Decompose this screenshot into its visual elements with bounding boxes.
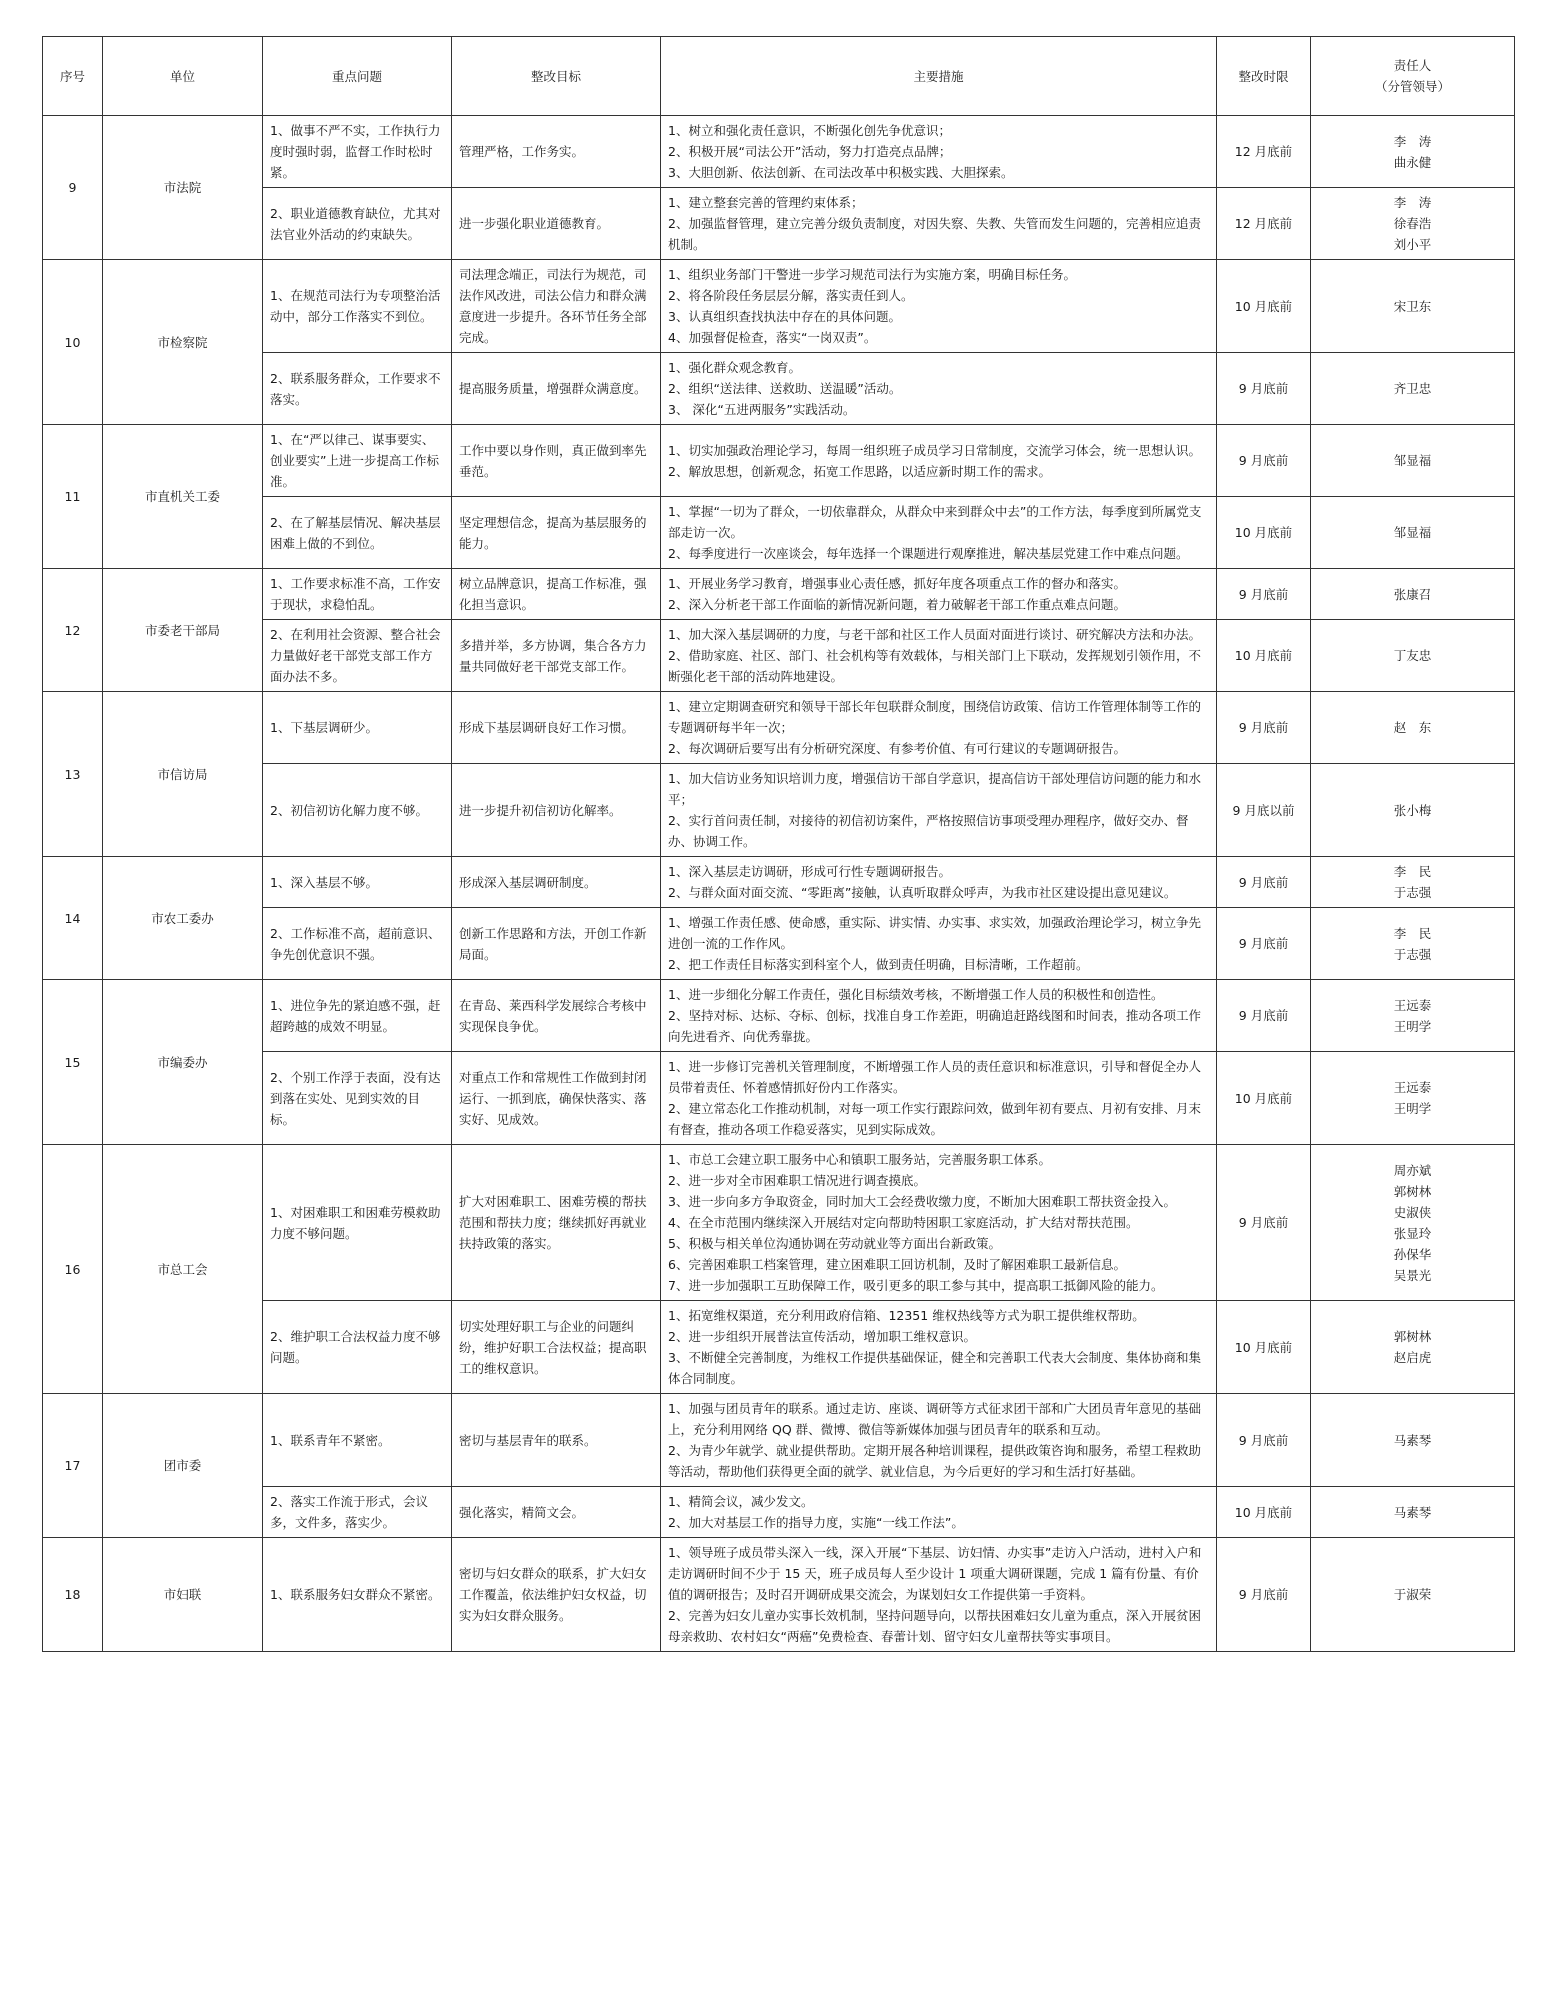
measure-item: 1、深入基层走访调研，形成可行性专题调研报告。: [668, 864, 951, 879]
cell-problem: 2、职业道德教育缺位，尤其对法官业外活动的约束缺失。: [263, 188, 452, 260]
table-row: [43, 908, 1515, 980]
cell-deadline: 10 月底前: [1217, 620, 1311, 692]
measure-item: 2、实行首问责任制，对接待的初信初访案件，严格按照信访事项受理办理程序，做好交办、督办、协调工作。: [668, 813, 1189, 849]
cell-deadline: 12 月底前: [1217, 116, 1311, 188]
header-goal: 整改目标: [452, 37, 661, 116]
cell-goal: 多措并举，多方协调，集合各方力量共同做好老干部党支部工作。: [452, 620, 661, 692]
measure-item: 2、组织“送法律、送救助、送温暖”活动。: [668, 381, 902, 396]
cell-deadline: 9 月底前: [1217, 908, 1311, 980]
cell-goal: 形成深入基层调研制度。: [452, 857, 661, 908]
measure-item: 7、进一步加强职工互助保障工作，吸引更多的职工参与其中，提高职工抵御风险的能力。: [668, 1278, 1164, 1293]
responsible-person: 刘小平: [1393, 237, 1432, 252]
cell-unit: 市妇联: [103, 1538, 263, 1652]
measure-item: 2、加大对基层工作的指导力度，实施“一线工作法”。: [668, 1515, 964, 1530]
table-row: [43, 497, 1515, 569]
cell-seq: 18: [43, 1538, 103, 1652]
table-body: [43, 116, 1515, 1652]
cell-goal: 形成下基层调研良好工作习惯。: [452, 692, 661, 764]
responsible-person: 邹显福: [1393, 525, 1432, 540]
responsible-person: 丁友忠: [1393, 648, 1432, 663]
responsible-person: 史淑侠: [1393, 1204, 1432, 1220]
header-problem: 重点问题: [263, 37, 452, 116]
cell-deadline: 9 月底前: [1217, 425, 1311, 497]
cell-goal: 密切与妇女群众的联系，扩大妇女工作覆盖，依法维护妇女权益，切实为妇女群众服务。: [452, 1538, 661, 1652]
cell-unit: 市直机关工委: [103, 425, 263, 569]
measure-item: 2、与群众面对面交流、“零距离”接触，认真听取群众呼声，为我市社区建设提出意见建议。: [668, 885, 1177, 900]
measure-item: 2、坚持对标、达标、夺标、创标，找准自身工作差距，明确追赶路线图和时间表，推动各项工作向先进看齐、向优秀靠拢。: [668, 1008, 1201, 1044]
responsible-person: 马素琴: [1393, 1504, 1432, 1520]
measure-item: 2、解放思想，创新观念，拓宽工作思路，以适应新时期工作的需求。: [668, 463, 1051, 479]
cell-seq: 15: [43, 980, 103, 1145]
measure-item: 2、进一步组织开展普法宣传活动，增加职工维权意识。: [668, 1329, 976, 1344]
cell-goal: 进一步提升初信初访化解率。: [452, 764, 661, 857]
cell-measures: [661, 1145, 1217, 1301]
cell-responsible: [1311, 1487, 1515, 1538]
cell-goal: 密切与基层青年的联系。: [452, 1394, 661, 1487]
cell-deadline: 9 月底前: [1217, 1394, 1311, 1487]
cell-unit: 市总工会: [103, 1145, 263, 1394]
rectification-table: [42, 36, 1515, 1652]
cell-unit: 市法院: [103, 116, 263, 260]
cell-problem: 2、初信初访化解力度不够。: [263, 764, 452, 857]
measure-item: 1、增强工作责任感、使命感，重实际、讲实情、办实事、求实效，加强政治理论学习，树立争先进创一流的工作作风。: [668, 915, 1201, 951]
measure-item: 2、借助家庭、社区、部门、社会机构等有效载体，与相关部门上下联动，发挥规划引领作用，不断强化老干部的活动阵地建设。: [668, 648, 1201, 684]
cell-responsible: [1311, 569, 1515, 620]
cell-responsible: [1311, 620, 1515, 692]
measure-item: 2、为青少年就学、就业提供帮助。定期开展各种培训课程，提供政策咨询和服务，希望工程救助等活动，帮助他们获得更全面的就学、就业信息，为今后更好的学习和生活打好基础。: [668, 1443, 1201, 1479]
cell-measures: [661, 1394, 1217, 1487]
measure-item: 1、加大信访业务知识培训力度，增强信访干部自学意识，提高信访干部处理信访问题的能力和水平；: [668, 771, 1201, 807]
responsible-person: 王远泰: [1393, 997, 1432, 1013]
cell-seq: 10: [43, 260, 103, 425]
cell-measures: [661, 1538, 1217, 1652]
table-row: [43, 425, 1515, 497]
cell-measures: [661, 425, 1217, 497]
responsible-person: 赵 东: [1393, 720, 1432, 735]
cell-measures: [661, 980, 1217, 1052]
cell-responsible: [1311, 353, 1515, 425]
cell-problem: 2、工作标准不高，超前意识、争先创优意识不强。: [263, 908, 452, 980]
cell-problem: 2、在了解基层情况、解决基层困难上做的不到位。: [263, 497, 452, 569]
cell-problem: 2、维护职工合法权益力度不够问题。: [263, 1301, 452, 1394]
measure-item: 3、进一步向多方争取资金，同时加大工会经费收缴力度，不断加大困难职工帮扶资金投入。: [668, 1194, 1176, 1209]
cell-deadline: 9 月底以前: [1217, 764, 1311, 857]
measure-item: 1、树立和强化责任意识，不断强化创先争优意识；: [668, 123, 951, 138]
cell-problem: 2、联系服务群众，工作要求不落实。: [263, 353, 452, 425]
table-row: [43, 1487, 1515, 1538]
measure-item: 1、进一步修订完善机关管理制度，不断增强工作人员的责任意识和标准意识，引导和督促全办人员带着责任、怀着感情抓好份内工作落实。: [668, 1059, 1201, 1095]
responsible-person: 宋卫东: [1393, 298, 1432, 314]
measure-item: 5、积极与相关单位沟通协调在劳动就业等方面出台新政策。: [668, 1236, 1001, 1251]
responsible-person: 赵启虎: [1393, 1350, 1432, 1365]
cell-unit: 市信访局: [103, 692, 263, 857]
table-row: [43, 116, 1515, 188]
cell-goal: 强化落实，精简文会。: [452, 1487, 661, 1538]
header-responsible-title: 责任人: [1393, 58, 1432, 73]
cell-seq: 14: [43, 857, 103, 980]
table-row: [43, 980, 1515, 1052]
cell-measures: [661, 1301, 1217, 1394]
cell-measures: [661, 353, 1217, 425]
cell-measures: [661, 497, 1217, 569]
cell-measures: [661, 908, 1217, 980]
measure-item: 6、完善困难职工档案管理，建立困难职工回访机制，及时了解困难职工最新信息。: [668, 1257, 1126, 1272]
table-row: [43, 857, 1515, 908]
cell-problem: 1、深入基层不够。: [263, 857, 452, 908]
responsible-person: 郭树林: [1393, 1329, 1432, 1344]
cell-problem: 2、个别工作浮于表面，没有达到落在实处、见到实效的目标。: [263, 1052, 452, 1145]
responsible-person: 李 民: [1393, 925, 1432, 941]
cell-responsible: [1311, 764, 1515, 857]
measure-item: 1、市总工会建立职工服务中心和镇职工服务站，完善服务职工体系。: [668, 1152, 1051, 1167]
header-seq: 序号: [43, 37, 103, 116]
cell-deadline: 12 月底前: [1217, 188, 1311, 260]
cell-goal: 扩大对困难职工、困难劳模的帮扶范围和帮扶力度；继续抓好再就业扶持政策的落实。: [452, 1145, 661, 1301]
measure-item: 1、建立整套完善的管理约束体系；: [668, 195, 864, 210]
table-row: [43, 1538, 1515, 1652]
cell-problem: 1、在规范司法行为专项整治活动中，部分工作落实不到位。: [263, 260, 452, 353]
cell-problem: 2、在利用社会资源、整合社会力量做好老干部党支部工作方面办法不多。: [263, 620, 452, 692]
cell-unit: 市编委办: [103, 980, 263, 1145]
table-row: [43, 1052, 1515, 1145]
responsible-person: 吴景光: [1393, 1267, 1432, 1283]
cell-deadline: 10 月底前: [1217, 1052, 1311, 1145]
responsible-person: 徐春浩: [1393, 216, 1432, 231]
responsible-person: 李 涛: [1393, 133, 1432, 149]
header-measures: 主要措施: [661, 37, 1217, 116]
cell-seq: 16: [43, 1145, 103, 1394]
header-unit: 单位: [103, 37, 263, 116]
cell-unit: 市委老干部局: [103, 569, 263, 692]
measure-item: 2、加强监督管理，建立完善分级负责制度，对因失察、失教、失管而发生问题的，完善相应追责机制。: [668, 216, 1201, 252]
measure-item: 3、认真组织查找执法中存在的具体问题。: [668, 309, 901, 324]
responsible-person: 王远泰: [1393, 1080, 1432, 1095]
cell-deadline: 9 月底前: [1217, 857, 1311, 908]
responsible-person: 于淑荣: [1393, 1587, 1432, 1602]
cell-deadline: 9 月底前: [1217, 980, 1311, 1052]
cell-responsible: [1311, 260, 1515, 353]
cell-responsible: [1311, 425, 1515, 497]
measure-item: 2、把工作责任目标落实到科室个人，做到责任明确，目标清晰，工作超前。: [668, 957, 1089, 972]
cell-problem: 1、做事不严不实，工作执行力度时强时弱，监督工作时松时紧。: [263, 116, 452, 188]
responsible-person: 李 民: [1393, 864, 1432, 879]
responsible-person: 张康召: [1393, 586, 1432, 602]
cell-deadline: 10 月底前: [1217, 1301, 1311, 1394]
table-row: [43, 764, 1515, 857]
measure-item: 3、大胆创新、依法创新、在司法改革中积极实践、大胆探索。: [668, 165, 1014, 180]
cell-goal: 创新工作思路和方法，开创工作新局面。: [452, 908, 661, 980]
cell-responsible: [1311, 1145, 1515, 1301]
responsible-person: 郭树林: [1393, 1183, 1432, 1199]
cell-unit: 市农工委办: [103, 857, 263, 980]
measure-item: 1、切实加强政治理论学习，每周一组织班子成员学习日常制度，交流学习体会，统一思想认识。: [668, 442, 1201, 458]
cell-responsible: [1311, 1394, 1515, 1487]
cell-responsible: [1311, 497, 1515, 569]
cell-measures: [661, 692, 1217, 764]
cell-responsible: [1311, 188, 1515, 260]
cell-deadline: 9 月底前: [1217, 353, 1311, 425]
measure-item: 1、掌握“一切为了群众，一切依靠群众，从群众中来到群众中去”的工作方法，每季度到所属党支部走访一次。: [668, 504, 1202, 540]
table-row: [43, 1301, 1515, 1394]
cell-responsible: [1311, 908, 1515, 980]
cell-seq: 11: [43, 425, 103, 569]
measure-item: 1、精简会议，减少发文。: [668, 1494, 814, 1509]
table-row: [43, 692, 1515, 764]
responsible-person: 张小梅: [1393, 802, 1432, 818]
measure-item: 2、进一步对全市困难职工情况进行调查摸底。: [668, 1173, 926, 1188]
table-row: [43, 1145, 1515, 1301]
cell-measures: [661, 116, 1217, 188]
measure-item: 1、开展业务学习教育，增强事业心责任感，抓好年度各项重点工作的督办和落实。: [668, 576, 1126, 591]
cell-goal: 树立品牌意识，提高工作标准，强化担当意识。: [452, 569, 661, 620]
cell-goal: 管理严格，工作务实。: [452, 116, 661, 188]
cell-seq: 13: [43, 692, 103, 857]
measure-item: 2、每季度进行一次座谈会，每年选择一个课题进行观摩推进，解决基层党建工作中难点问题。: [668, 546, 1189, 561]
responsible-person: 王明学: [1393, 1018, 1432, 1034]
measure-item: 2、完善为妇女儿童办实事长效机制，坚持问题导向，以帮扶困难妇女儿童为重点，深入开展贫困母亲救助、农村妇女“两癌”免费检查、春蕾计划、留守妇女儿童帮扶等实事项目。: [668, 1608, 1201, 1644]
cell-deadline: 10 月底前: [1217, 260, 1311, 353]
responsible-person: 曲永健: [1393, 154, 1432, 170]
header-deadline: 整改时限: [1217, 37, 1311, 116]
responsible-person: 周亦斌: [1393, 1162, 1432, 1178]
cell-problem: 1、下基层调研少。: [263, 692, 452, 764]
cell-problem: 1、进位争先的紧迫感不强，赶超跨越的成效不明显。: [263, 980, 452, 1052]
cell-deadline: 9 月底前: [1217, 692, 1311, 764]
cell-goal: 提高服务质量，增强群众满意度。: [452, 353, 661, 425]
measure-item: 2、积极开展“司法公开”活动，努力打造亮点品牌；: [668, 144, 952, 159]
table-row: [43, 353, 1515, 425]
measure-item: 1、领导班子成员带头深入一线，深入开展“下基层、访妇情、办实事”走访入户活动，进村入户和走访调研时间不少于 15 天，班子成员每人至少设计 1 项重大调研课题，完成 1 篇有份量、有价值的调研报告；及时召开调研成果交流会，为谋划妇女工作提供第一手资料。: [668, 1545, 1202, 1602]
measure-item: 2、将各阶段任务层层分解，落实责任到人。: [668, 288, 914, 303]
cell-problem: 1、联系青年不紧密。: [263, 1394, 452, 1487]
responsible-person: 邹显福: [1393, 453, 1432, 468]
measure-item: 2、每次调研后要写出有分析研究深度、有参考价值、有可行建议的专题调研报告。: [668, 741, 1126, 756]
table-row: [43, 260, 1515, 353]
measure-item: 1、组织业务部门干警进一步学习规范司法行为实施方案，明确目标任务。: [668, 267, 1076, 282]
cell-goal: 在青岛、莱西科学发展综合考核中实现保良争优。: [452, 980, 661, 1052]
cell-measures: [661, 188, 1217, 260]
cell-measures: [661, 260, 1217, 353]
table-row: [43, 569, 1515, 620]
cell-measures: [661, 1052, 1217, 1145]
cell-goal: 工作中要以身作则，真正做到率先垂范。: [452, 425, 661, 497]
cell-seq: 12: [43, 569, 103, 692]
measure-item: 3、 深化“五进两服务”实践活动。: [668, 402, 856, 417]
cell-problem: 1、在“严以律己、谋事要实、创业要实”上进一步提高工作标准。: [263, 425, 452, 497]
responsible-person: 李 涛: [1393, 195, 1432, 210]
responsible-person: 孙保华: [1393, 1246, 1432, 1262]
cell-problem: 1、联系服务妇女群众不紧密。: [263, 1538, 452, 1652]
cell-responsible: [1311, 857, 1515, 908]
cell-problem: 1、对困难职工和困难劳模救助力度不够问题。: [263, 1145, 452, 1301]
table-row: [43, 1394, 1515, 1487]
cell-goal: 进一步强化职业道德教育。: [452, 188, 661, 260]
measure-item: 1、拓宽维权渠道，充分利用政府信箱、12351 维权热线等方式为职工提供维权帮助。: [668, 1308, 1145, 1323]
measure-item: 1、强化群众观念教育。: [668, 360, 801, 375]
responsible-person: 张显玲: [1393, 1225, 1432, 1241]
cell-unit: 团市委: [103, 1394, 263, 1538]
cell-deadline: 9 月底前: [1217, 1538, 1311, 1652]
cell-responsible: [1311, 1301, 1515, 1394]
measure-item: 3、不断健全完善制度，为维权工作提供基础保证，健全和完善职工代表大会制度、集体协商和集体合同制度。: [668, 1350, 1201, 1386]
cell-responsible: [1311, 116, 1515, 188]
measure-item: 2、深入分析老干部工作面临的新情况新问题，着力破解老干部工作重点难点问题。: [668, 597, 1126, 612]
cell-responsible: [1311, 1052, 1515, 1145]
cell-goal: 司法理念端正，司法行为规范，司法作风改进，司法公信力和群众满意度进一步提升。各环节任务全部完成。: [452, 260, 661, 353]
cell-seq: 9: [43, 116, 103, 260]
cell-goal: 切实处理好职工与企业的问题纠纷，维护好职工合法权益；提高职工的维权意识。: [452, 1301, 661, 1394]
cell-measures: [661, 764, 1217, 857]
cell-goal: 坚定理想信念，提高为基层服务的能力。: [452, 497, 661, 569]
cell-measures: [661, 569, 1217, 620]
responsible-person: 于志强: [1393, 885, 1432, 900]
measure-item: 2、建立常态化工作推动机制，对每一项工作实行跟踪问效，做到年初有要点、月初有安排、月末有督查，推动各项工作稳妥落实，见到实际成效。: [668, 1101, 1201, 1137]
measure-item: 1、加大深入基层调研的力度，与老干部和社区工作人员面对面进行谈讨、研究解决方法和办法。: [668, 627, 1201, 642]
cell-problem: 1、工作要求标准不高，工作安于现状，求稳怕乱。: [263, 569, 452, 620]
measure-item: 1、建立定期调查研究和领导干部长年包联群众制度，围绕信访政策、信访工作管理体制等工作的专题调研每半年一次；: [668, 699, 1201, 735]
header-row: [43, 37, 1515, 116]
measure-item: 4、在全市范围内继续深入开展结对定向帮助特困职工家庭活动，扩大结对帮扶范围。: [668, 1215, 1139, 1230]
cell-responsible: [1311, 1538, 1515, 1652]
header-responsible: [1311, 37, 1515, 116]
cell-deadline: 10 月底前: [1217, 497, 1311, 569]
cell-unit: 市检察院: [103, 260, 263, 425]
table-row: [43, 188, 1515, 260]
measure-item: 1、加强与团员青年的联系。通过走访、座谈、调研等方式征求团干部和广大团员青年意见的基础上，充分利用网络 QQ 群、微博、微信等新媒体加强与团员青年的联系和互动。: [668, 1401, 1201, 1437]
responsible-person: 于志强: [1393, 946, 1432, 962]
cell-responsible: [1311, 980, 1515, 1052]
cell-seq: 17: [43, 1394, 103, 1538]
responsible-person: 马素琴: [1393, 1432, 1432, 1448]
cell-problem: 2、落实工作流于形式，会议多，文件多，落实少。: [263, 1487, 452, 1538]
measure-item: 4、加强督促检查，落实“一岗双责”。: [668, 330, 877, 345]
cell-goal: 对重点工作和常规性工作做到封闭运行、一抓到底，确保快落实、落实好、见成效。: [452, 1052, 661, 1145]
cell-measures: [661, 620, 1217, 692]
cell-deadline: 9 月底前: [1217, 569, 1311, 620]
responsible-person: 齐卫忠: [1393, 381, 1432, 396]
cell-deadline: 9 月底前: [1217, 1145, 1311, 1301]
table-row: [43, 620, 1515, 692]
cell-deadline: 10 月底前: [1217, 1487, 1311, 1538]
cell-responsible: [1311, 692, 1515, 764]
header-responsible-sub: （分管领导）: [1374, 79, 1450, 94]
cell-measures: [661, 1487, 1217, 1538]
responsible-person: 王明学: [1393, 1101, 1432, 1116]
cell-measures: [661, 857, 1217, 908]
measure-item: 1、进一步细化分解工作责任，强化目标绩效考核，不断增强工作人员的积极性和创造性。: [668, 987, 1164, 1002]
